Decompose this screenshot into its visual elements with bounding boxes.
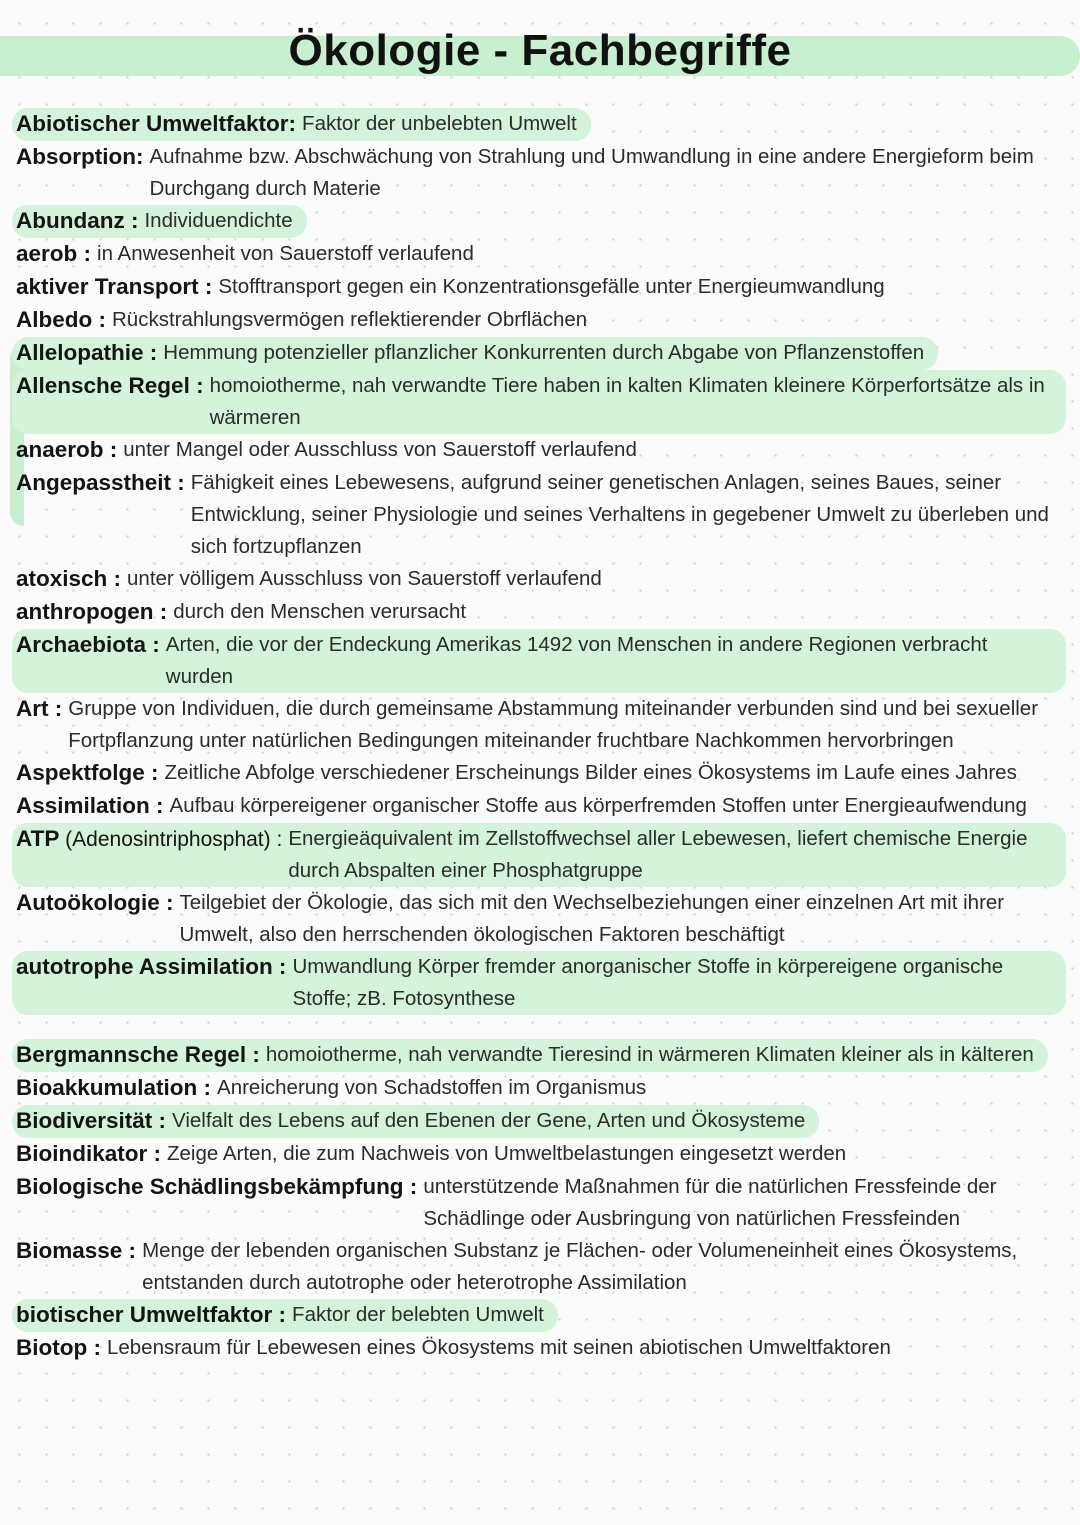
- term-text: aktiver Transport :: [16, 274, 213, 299]
- glossary-term: [12, 1105, 166, 1138]
- term-text: Absorption:: [16, 144, 144, 169]
- term-note: (Adenosintriphosphat) :: [59, 828, 283, 851]
- glossary-entry: [16, 1299, 1066, 1332]
- glossary-term: [12, 629, 160, 693]
- glossary-entry: [16, 757, 1066, 790]
- glossary-term: [16, 757, 159, 790]
- glossary-term: [16, 141, 143, 205]
- glossary-entry: [16, 693, 1066, 757]
- glossary-term: [16, 693, 62, 757]
- glossary-term: [16, 1072, 211, 1105]
- glossary-definition: Stofftransport gegen ein Konzentrationsgefälle unter Energieumwandlung: [218, 275, 885, 298]
- glossary-entry: [16, 238, 1066, 271]
- term-text: Bergmannsche Regel :: [16, 1042, 260, 1067]
- glossary-entry: [16, 108, 1066, 141]
- glossary-definition: Aufbau körpereigener organischer Stoffe aus körperfremden Stoffen unter Energieaufwendung: [169, 794, 1027, 817]
- glossary-definition: Arten, die vor der Endeckung Amerikas 1492 von Menschen in andere Regionen verbracht wurden: [160, 629, 1066, 693]
- glossary-entry: [16, 1138, 1066, 1171]
- glossary-definition: homoiotherme, nah verwandte Tiere haben in kalten Klimaten kleinere Körperfortsätze als in wärmeren: [204, 370, 1066, 434]
- glossary-entry: [16, 563, 1066, 596]
- term-text: Abundanz :: [16, 208, 139, 233]
- term-text: Biotop :: [16, 1335, 101, 1360]
- term-text: Art :: [16, 696, 63, 721]
- glossary-entry: [16, 1105, 1066, 1138]
- glossary-entry: [16, 1235, 1066, 1299]
- glossary-entry: [16, 434, 1066, 467]
- term-text: Allensche Regel :: [16, 373, 204, 398]
- glossary-entry: [16, 596, 1066, 629]
- term-text: anaerob :: [16, 437, 118, 462]
- glossary-term: [16, 596, 167, 629]
- glossary-term: [16, 887, 173, 951]
- glossary-term: [16, 271, 212, 304]
- glossary-term: [12, 205, 138, 238]
- term-text: Biologische Schädlingsbekämpfung :: [16, 1174, 418, 1199]
- term-text: ATP: [16, 826, 60, 851]
- glossary-list: [16, 108, 1066, 1365]
- glossary-term: [16, 790, 164, 823]
- glossary-definition: in Anwesenheit von Sauerstoff verlaufend: [97, 242, 474, 265]
- term-text: autotrophe Assimilation :: [16, 954, 287, 979]
- glossary-term: [16, 238, 91, 271]
- glossary-entry: [16, 790, 1066, 823]
- glossary-term: [12, 108, 296, 141]
- glossary-definition: Anreicherung von Schadstoffen im Organismus: [217, 1076, 647, 1099]
- term-text: atoxisch :: [16, 566, 122, 591]
- glossary-entry: [16, 951, 1066, 1015]
- term-text: Biodiversität :: [16, 1108, 167, 1133]
- glossary-definition: Lebensraum für Lebewesen eines Ökosystems mit seinen abiotischen Umweltfaktoren: [106, 1336, 891, 1359]
- glossary-term: [16, 1138, 161, 1171]
- glossary-term: [12, 1039, 260, 1072]
- glossary-term: [16, 304, 106, 337]
- term-text: Abiotischer Umweltfaktor:: [16, 111, 297, 136]
- glossary-definition: Teilgebiet der Ökologie, das sich mit den Wechselbeziehungen einer einzelnen Art mit ihrer Umwelt, also den herrschenden ökologischen Faktoren beschäftigt: [179, 891, 1005, 946]
- glossary-term: [16, 1332, 101, 1365]
- glossary-entry: [16, 141, 1066, 205]
- glossary-definition: Menge der lebenden organischen Substanz je Flächen- oder Volumeneinheit eines Ökosystems, entstanden durch autotrophe oder heterotrophe Assimilation: [142, 1239, 1018, 1294]
- glossary-definition: Rückstrahlungsvermögen reflektierender Obrflächen: [112, 308, 588, 331]
- term-text: Angepasstheit :: [16, 470, 185, 495]
- term-text: Bioindikator :: [16, 1141, 161, 1166]
- term-text: aerob :: [16, 241, 92, 266]
- glossary-term: [12, 951, 286, 1015]
- glossary-definition: Gruppe von Individuen, die durch gemeinsame Abstammung miteinander verbunden sind und bei sexueller Fortpflanzung unter natürlichen Bedingungen miteinander fruchtbare Nachkommen hervorbringen: [68, 697, 1039, 752]
- glossary-entry: [16, 205, 1066, 238]
- glossary-definition: Energieäquivalent im Zellstoffwechsel aller Lebewesen, liefert chemische Energie durch Abspalten einer Phosphatgruppe: [282, 823, 1066, 887]
- glossary-term: [12, 370, 204, 434]
- glossary-entry: [16, 1332, 1066, 1365]
- glossary-definition: homoiotherme, nah verwandte Tieresind in wärmeren Klimaten kleiner als in kälteren: [260, 1039, 1048, 1072]
- term-text: Assimilation :: [16, 793, 164, 818]
- term-text: Autoökologie :: [16, 890, 174, 915]
- term-text: Aspektfolge :: [16, 760, 159, 785]
- glossary-definition: Aufnahme bzw. Abschwächung von Strahlung und Umwandlung in eine andere Energieform beim Durchgang durch Materie: [149, 145, 1034, 200]
- glossary-entry: [16, 1039, 1066, 1072]
- page-title: Ökologie - Fachbegriffe: [288, 26, 792, 75]
- term-text: Bioakkumulation :: [16, 1075, 212, 1100]
- term-text: Albedo :: [16, 307, 106, 332]
- glossary-term: [16, 467, 185, 563]
- glossary-term: [16, 1171, 417, 1235]
- glossary-definition: Faktor der unbelebten Umwelt: [296, 108, 591, 141]
- glossary-definition: Zeitliche Abfolge verschiedener Erscheinungs Bilder eines Ökosystems im Laufe eines Jahres: [164, 761, 1017, 784]
- term-text: Allelopathie :: [16, 340, 158, 365]
- glossary-definition: durch den Menschen verursacht: [173, 600, 467, 623]
- term-text: Archaebiota :: [16, 632, 160, 657]
- glossary-definition: Zeige Arten, die zum Nachweis von Umweltbelastungen eingesetzt werden: [167, 1142, 847, 1165]
- glossary-definition: Vielfalt des Lebens auf den Ebenen der Gene, Arten und Ökosysteme: [166, 1105, 819, 1138]
- term-text: anthropogen :: [16, 599, 168, 624]
- glossary-definition: Faktor der belebten Umwelt: [286, 1299, 558, 1332]
- glossary-term: [12, 337, 157, 370]
- glossary-definition: Fähigkeit eines Lebewesens, aufgrund seiner genetischen Anlagen, seines Baues, seiner Entwicklung, seiner Physiologie und seines Verhaltens in gegebener Umwelt zu überleben und sich fortzupflanzen: [190, 471, 1049, 558]
- glossary-entry: [16, 629, 1066, 693]
- glossary-term: [16, 1235, 136, 1299]
- glossary-term: [12, 1299, 286, 1332]
- glossary-term: [16, 434, 117, 467]
- glossary-definition: unter Mangel oder Ausschluss von Sauerstoff verlaufend: [123, 438, 637, 461]
- glossary-definition: unter völligem Ausschluss von Sauerstoff verlaufend: [127, 567, 602, 590]
- glossary-term: [12, 823, 282, 887]
- term-text: biotischer Umweltfaktor :: [16, 1302, 287, 1327]
- glossary-entry: [16, 1072, 1066, 1105]
- glossary-definition: Umwandlung Körper fremder anorganischer Stoffe in körpereigene organische Stoffe; zB. Fotosynthese: [286, 951, 1066, 1015]
- glossary-entry: [16, 887, 1066, 951]
- glossary-definition: unterstützende Maßnahmen für die natürlichen Fressfeinde der Schädlinge oder Ausbringung von natürlichen Fressfeinden: [423, 1175, 997, 1230]
- term-text: Biomasse :: [16, 1238, 137, 1263]
- glossary-definition: Individuendichte: [138, 205, 306, 238]
- glossary-entry: [16, 271, 1066, 304]
- glossary-entry: [16, 1171, 1066, 1235]
- glossary-entry: [16, 370, 1066, 434]
- glossary-entry: [16, 304, 1066, 337]
- glossary-entry: [16, 823, 1066, 887]
- glossary-entry: [16, 467, 1066, 563]
- glossary-term: [16, 563, 121, 596]
- glossary-entry: [16, 337, 1066, 370]
- glossary-definition: Hemmung potenzieller pflanzlicher Konkurrenten durch Abgabe von Pflanzenstoffen: [157, 337, 938, 370]
